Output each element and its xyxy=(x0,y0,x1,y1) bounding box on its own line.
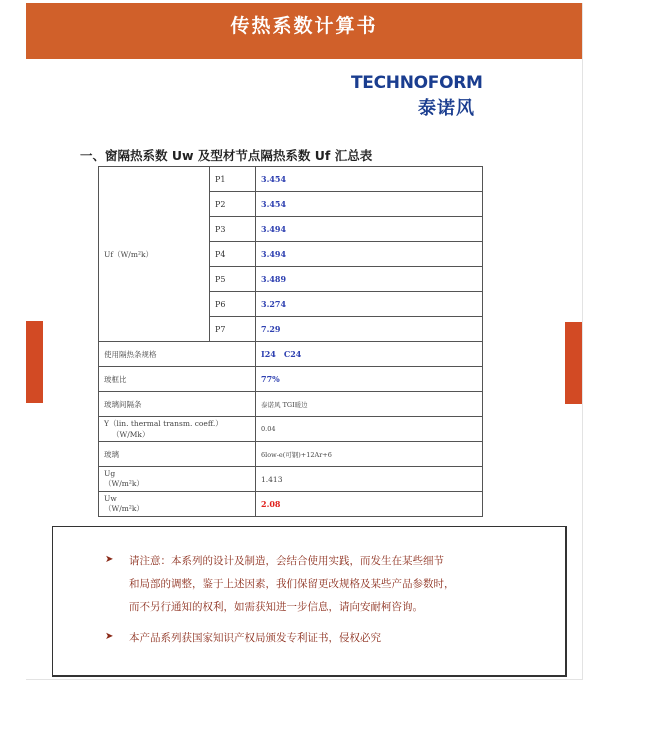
table-row xyxy=(99,167,483,192)
strip-spec-label: 使用隔热条规格 xyxy=(99,342,256,367)
table-row xyxy=(99,492,483,517)
uf-value: 3.494 xyxy=(256,217,483,242)
profile-name: P4 xyxy=(210,242,256,267)
left-edge-marker xyxy=(26,321,43,403)
ug-label-line2: （W/m²k） xyxy=(104,479,144,488)
spacer-value: 泰诺风 TGI暖边 xyxy=(256,392,483,417)
uw-label-line1: Uw xyxy=(104,494,117,503)
notice-line-4: 本产品系列获国家知识产权局颁发专利证书，侵权必究 xyxy=(129,632,381,644)
arrow-bullet-icon: ➤ xyxy=(105,554,114,565)
profile-name: P5 xyxy=(210,267,256,292)
uw-label-line2: （W/m²k） xyxy=(104,504,144,513)
psi-value: 0.04 xyxy=(256,417,483,442)
profile-name: P1 xyxy=(210,167,256,192)
profile-name: P7 xyxy=(210,317,256,342)
table-row xyxy=(99,367,483,392)
glass-value: 6low-e(可钢)+12Ar+6 xyxy=(256,442,483,467)
uf-value: 3.494 xyxy=(256,242,483,267)
ug-label xyxy=(99,467,256,492)
document-title: 传热系数计算书 xyxy=(230,15,378,37)
psi-label-line2: （W/Mk） xyxy=(112,430,150,439)
uf-value: 7.29 xyxy=(256,317,483,342)
uw-label xyxy=(99,492,256,517)
profile-name: P2 xyxy=(210,192,256,217)
uf-value: 3.489 xyxy=(256,267,483,292)
notice-line-3: 而不另行通知的权利，如需获知进一步信息，请向安耐柯咨询。 xyxy=(129,601,423,613)
glass-label: 玻璃 xyxy=(99,442,256,467)
uf-value: 3.274 xyxy=(256,292,483,317)
summary-table xyxy=(98,166,483,517)
spacer-label: 玻璃间隔条 xyxy=(99,392,256,417)
psi-label xyxy=(99,417,256,442)
profile-name: P3 xyxy=(210,217,256,242)
table-row xyxy=(99,467,483,492)
right-edge-marker xyxy=(565,322,582,404)
uf-value: 3.454 xyxy=(256,192,483,217)
ug-label-line1: Ug xyxy=(104,469,116,478)
header-banner xyxy=(26,3,582,59)
table-row xyxy=(99,417,483,442)
glass-frame-ratio-label: 玻框比 xyxy=(99,367,256,392)
profile-name: P6 xyxy=(210,292,256,317)
technoform-logo-chinese: 泰诺风 xyxy=(418,98,475,119)
section-title: 一、窗隔热系数 Uw 及型材节点隔热系数 Uf 汇总表 xyxy=(80,148,373,163)
notice-box xyxy=(52,526,567,677)
glass-frame-ratio-value: 77% xyxy=(256,367,483,392)
notice-line-2: 和局部的调整，鉴于上述因素，我们保留更改规格及某些产品参数时， xyxy=(129,578,455,590)
table-row xyxy=(99,392,483,417)
ug-value: 1.413 xyxy=(256,467,483,492)
arrow-bullet-icon: ➤ xyxy=(105,631,114,642)
table-row xyxy=(99,442,483,467)
uf-label: Uf（W/m²k） xyxy=(99,167,210,342)
strip-spec-value: I24 C24 xyxy=(256,342,483,367)
table-row xyxy=(99,342,483,367)
notice-line-1: 请注意：本系列的设计及制造，会结合使用实践，而发生在某些细节 xyxy=(129,555,444,567)
uf-value: 3.454 xyxy=(256,167,483,192)
psi-label-line1: Y（lin. thermal transm. coeff.） xyxy=(104,419,223,428)
uw-value: 2.08 xyxy=(256,492,483,517)
technoform-logo-text: TECHNOFORM xyxy=(351,73,483,93)
